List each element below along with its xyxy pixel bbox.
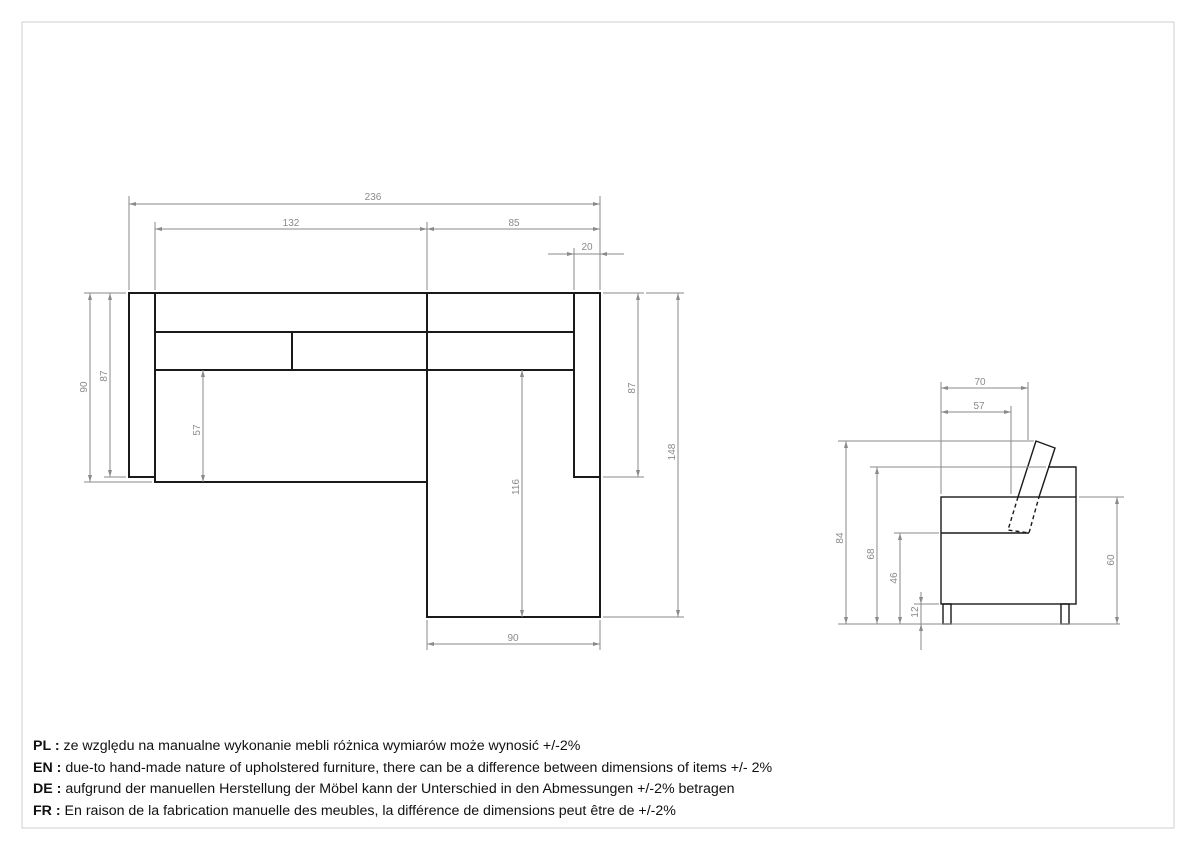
dim-side-armrest-height: 60 xyxy=(1106,554,1117,566)
disclaimer-pl xyxy=(33,736,1163,758)
disclaimer-text: aufgrund der manuellen Herstellung der Möbel kann der Unterschied in den Abmessungen +/-2% betragen xyxy=(61,781,735,797)
side-view-dimensions xyxy=(835,377,1124,650)
side-rear-leg xyxy=(1061,604,1069,624)
language-code: EN : xyxy=(33,759,62,776)
disclaimer-notes xyxy=(33,736,1163,822)
top-view-dimensions xyxy=(79,192,684,650)
disclaimer-text: due-to hand-made nature of upholstered furniture, there can be a difference between dimensions of items +/- 2% xyxy=(61,759,773,776)
dim-back-height-outer: 90 xyxy=(79,381,90,393)
disclaimer-text: ze względu na manualne wykonanie mebli różnica wymiarów może wynosić +/-2% xyxy=(59,738,581,754)
side-seat-block xyxy=(941,497,1076,604)
dim-right-arm-depth: 87 xyxy=(627,382,638,394)
language-code: PL : xyxy=(33,738,60,754)
dim-chaise-width: 90 xyxy=(507,633,519,644)
disclaimer-en xyxy=(33,758,1163,780)
right-armrest xyxy=(574,293,600,477)
dim-side-seat-depth: 57 xyxy=(973,401,985,412)
dim-chaise-total-length: 148 xyxy=(667,443,678,461)
side-front-leg xyxy=(943,604,951,624)
top-view xyxy=(129,293,600,617)
dim-back-height-inner: 87 xyxy=(99,370,110,382)
side-view xyxy=(941,441,1076,624)
dim-side-leg-height: 12 xyxy=(910,606,921,618)
dim-chaise-seat-length: 116 xyxy=(511,479,522,495)
dim-seat-depth: 57 xyxy=(192,424,203,436)
disclaimer-de xyxy=(33,779,1163,801)
side-back-cushion xyxy=(1018,441,1055,497)
dim-total-width: 236 xyxy=(364,192,382,203)
dim-side-total-depth: 70 xyxy=(974,377,986,388)
dim-chaise-part-width: 132 xyxy=(282,218,300,229)
dim-side-total-height: 84 xyxy=(835,532,846,544)
dim-corner-part-width: 85 xyxy=(508,218,520,229)
dim-armrest-width: 20 xyxy=(581,242,593,253)
language-code: DE : xyxy=(33,781,62,797)
dim-side-back-height: 68 xyxy=(866,548,877,560)
sofa-outline xyxy=(129,293,600,617)
dim-side-seat-height: 46 xyxy=(889,572,900,584)
language-code: FR : xyxy=(33,802,61,819)
disclaimer-fr xyxy=(33,801,1163,823)
disclaimer-text: En raison de la fabrication manuelle des meubles, la différence de dimensions peut être de +/-2% xyxy=(60,802,676,819)
